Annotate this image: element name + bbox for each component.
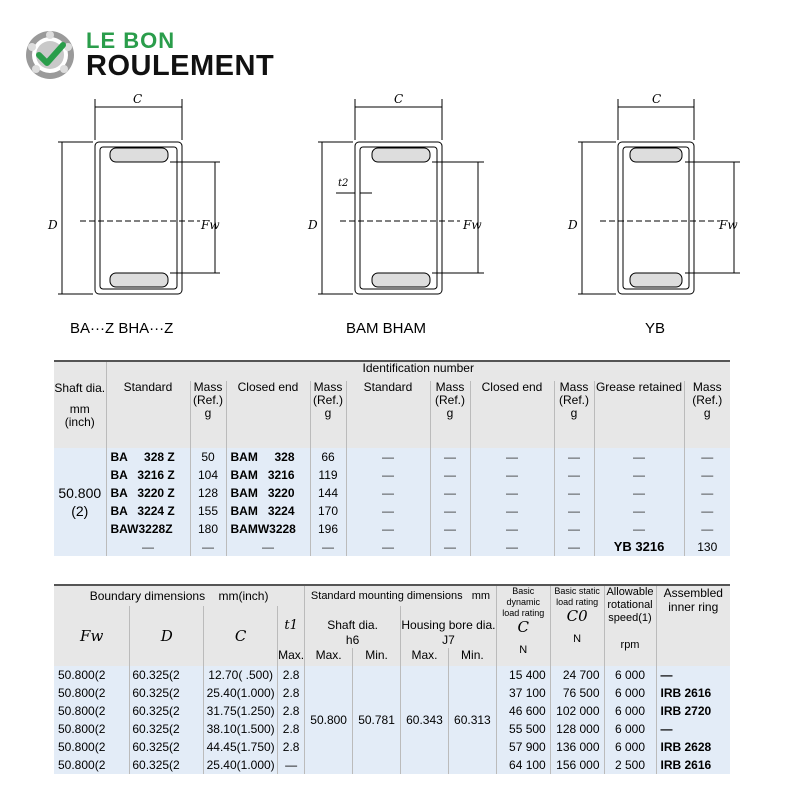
mass-cell: 104 — [190, 466, 226, 484]
closed-end-cell: BAM 3220 — [226, 484, 310, 502]
dim-d-2: D — [308, 218, 318, 232]
empty-cell: — — [684, 502, 730, 520]
empty-cell: — — [594, 466, 684, 484]
ref-header: (Ref.) — [193, 392, 223, 407]
d-header: D — [130, 606, 204, 666]
basic-static-header: Basic static load rating — [554, 586, 600, 607]
closed-end-cell: BAM 328 — [226, 448, 310, 466]
drawing3-shell — [618, 142, 694, 294]
std-mount-header: Standard mounting dimensions — [310, 590, 463, 602]
empty-cell: — — [430, 484, 470, 502]
empty-cell: — — [594, 502, 684, 520]
standard-cell: BAW3228Z — [106, 520, 190, 538]
t1-cell: 2.8 — [278, 702, 305, 720]
mass-header: Mass — [692, 379, 722, 394]
mount-h-max: 60.343 — [401, 666, 449, 774]
drawing2-shell — [355, 142, 442, 294]
static-rating-cell: 136 000 — [550, 738, 604, 756]
fw-cell: 50.800(2 — [54, 702, 130, 720]
empty-cell: — — [470, 466, 554, 484]
fw-cell: 50.800(2 — [54, 666, 130, 684]
dim-d-1: D — [48, 218, 58, 232]
ref-header: (Ref.) — [692, 392, 723, 407]
t1-cell: 2.8 — [278, 738, 305, 756]
basic-dynamic-header: Basic dynamic load rating — [502, 586, 545, 618]
mount-s-min: 50.781 — [353, 666, 401, 774]
c-cell: 38.10(1.500) — [204, 720, 278, 738]
mass-cell: 66 — [310, 448, 346, 466]
empty-cell: — — [346, 466, 430, 484]
empty-cell: — — [470, 448, 554, 466]
empty-cell: — — [430, 538, 470, 556]
empty-cell: — — [470, 484, 554, 502]
boundary-header: Boundary dimensions — [89, 589, 206, 603]
empty-cell: — — [226, 538, 310, 556]
empty-cell: — — [346, 520, 430, 538]
dim-fw-3: Fw — [719, 218, 738, 232]
brand-logo — [22, 24, 312, 86]
empty-cell: — — [684, 448, 730, 466]
closed-end-cell: BAM 3224 — [226, 502, 310, 520]
inner-ring-cell: IRB 2628 — [656, 738, 730, 756]
speed-cell: 6 000 — [604, 684, 656, 702]
dim-c-2: C — [394, 92, 404, 106]
mount-h-min: 60.313 — [448, 666, 496, 774]
empty-cell: — — [470, 502, 554, 520]
grease-cell: YB 3216 — [594, 538, 684, 556]
t1-cell: — — [278, 756, 305, 774]
g-header: g — [324, 405, 332, 420]
shaft-value: 50.800 — [58, 485, 102, 501]
shaft-inch: (2) — [71, 503, 89, 519]
mass-header: Mass — [559, 379, 589, 394]
inner-ring-cell: IRB 2720 — [656, 702, 730, 720]
fw-header: Fw — [54, 606, 130, 666]
inch-header: (inch) — [64, 415, 95, 429]
j7-header: J7 — [442, 633, 455, 647]
speed-cell: 6 000 — [604, 666, 656, 684]
c-cell: 44.45(1.750) — [204, 738, 278, 756]
static-rating-cell: 128 000 — [550, 720, 604, 738]
empty-cell: — — [554, 538, 594, 556]
c-cell: 25.40(1.000) — [204, 756, 278, 774]
d-cell: 60.325(2 — [130, 666, 204, 684]
t1-cell: 2.8 — [278, 720, 305, 738]
g-header: g — [703, 405, 711, 420]
table-row — [54, 484, 730, 502]
table-row — [54, 448, 730, 466]
boundary-unit: mm(inch) — [218, 589, 269, 603]
mass-header: Mass — [193, 379, 223, 394]
grease-mass-cell: 130 — [684, 538, 730, 556]
g-header: g — [446, 405, 454, 420]
logo-line1: LE BON — [86, 28, 176, 53]
t1-header: t1 — [278, 606, 305, 648]
mm-unit: mm — [471, 590, 491, 602]
c-cell: 31.75(1.250) — [204, 702, 278, 720]
rpm-unit: rpm — [620, 639, 640, 651]
inner-ring-cell: IRB 2616 — [656, 756, 730, 774]
table-row — [54, 502, 730, 520]
g-header: g — [204, 405, 212, 420]
g-header: g — [570, 405, 578, 420]
d-cell: 60.325(2 — [130, 720, 204, 738]
ref-header: (Ref.) — [313, 392, 343, 407]
table-row — [54, 538, 730, 556]
mm-header: mm — [69, 402, 90, 416]
inner-ring-cell: — — [656, 666, 730, 684]
housing-max: Max. — [401, 648, 449, 666]
closed-end-header: Closed end — [226, 381, 310, 448]
mass-cell: 144 — [310, 484, 346, 502]
dimensions-table — [54, 584, 730, 774]
ident-header: Identification number — [106, 361, 730, 381]
fw-cell: 50.800(2 — [54, 720, 130, 738]
t1-cell: 2.8 — [278, 684, 305, 702]
empty-cell: — — [554, 466, 594, 484]
d-cell: 60.325(2 — [130, 702, 204, 720]
mass-header: Mass — [313, 379, 343, 394]
static-rating-cell: 76 500 — [550, 684, 604, 702]
mass-cell: 119 — [310, 466, 346, 484]
mass-cell: 196 — [310, 520, 346, 538]
empty-cell: — — [346, 502, 430, 520]
d-cell: 60.325(2 — [130, 684, 204, 702]
dim-fw-2: Fw — [463, 218, 482, 232]
dyn-rating-cell: 55 500 — [496, 720, 550, 738]
dim-t2: t2 — [338, 178, 349, 189]
t1-max: Max. — [278, 648, 305, 666]
empty-cell: — — [594, 520, 684, 538]
mass-header: Mass — [435, 379, 465, 394]
standard-cell: BA 3216 Z — [106, 466, 190, 484]
drawing1-shell — [95, 142, 182, 294]
grease-header: Grease retained — [594, 381, 684, 448]
table-row — [54, 520, 730, 538]
dyn-rating-cell: 46 600 — [496, 702, 550, 720]
caption-bam-bham: BAM BHAM — [346, 320, 427, 337]
fw-cell: 50.800(2 — [54, 738, 130, 756]
closed-end-cell: BAM 3216 — [226, 466, 310, 484]
logo-line2: ROULEMENT — [86, 50, 275, 82]
speed-cell: 6 000 — [604, 738, 656, 756]
assembled-header: Assembled inner ring — [656, 585, 730, 666]
housing-header: Housing bore dia. — [401, 618, 496, 632]
mass-cell: 180 — [190, 520, 226, 538]
ref-header: (Ref.) — [559, 392, 589, 407]
standard-header-2: Standard — [346, 381, 430, 448]
dim-fw-1: Fw — [201, 218, 220, 232]
shaft-max: Max. — [305, 648, 353, 666]
empty-cell: — — [470, 520, 554, 538]
speed-cell: 6 000 — [604, 702, 656, 720]
d-cell: 60.325(2 — [130, 756, 204, 774]
c-cell: 12.70( .500) — [204, 666, 278, 684]
dyn-rating-cell: 15 400 — [496, 666, 550, 684]
caption-yb: YB — [645, 320, 666, 337]
empty-cell: — — [684, 466, 730, 484]
empty-cell: — — [430, 466, 470, 484]
housing-min: Min. — [448, 648, 496, 666]
dyn-rating-cell: 57 900 — [496, 738, 550, 756]
dyn-rating-cell: 37 100 — [496, 684, 550, 702]
mass-cell: 50 — [190, 448, 226, 466]
standard-header: Standard — [106, 381, 190, 448]
speed-cell: 6 000 — [604, 720, 656, 738]
empty-cell: — — [430, 448, 470, 466]
bearing-drawings — [0, 85, 800, 345]
empty-cell: — — [430, 520, 470, 538]
empty-cell: — — [554, 484, 594, 502]
empty-cell: — — [684, 484, 730, 502]
empty-cell: — — [310, 538, 346, 556]
empty-cell: — — [346, 538, 430, 556]
inner-ring-cell: IRB 2616 — [656, 684, 730, 702]
empty-cell: — — [554, 502, 594, 520]
c-header: C — [204, 606, 278, 666]
n-unit: N — [519, 644, 528, 656]
empty-cell: — — [470, 538, 554, 556]
speed-cell: 2 500 — [604, 756, 656, 774]
shaft-value-cell — [54, 448, 106, 556]
static-rating-cell: 156 000 — [550, 756, 604, 774]
fw-cell: 50.800(2 — [54, 756, 130, 774]
empty-cell: — — [190, 538, 226, 556]
table-row — [54, 466, 730, 484]
empty-cell: — — [430, 502, 470, 520]
closed-end-header-2: Closed end — [470, 381, 554, 448]
standard-cell: BA 328 Z — [106, 448, 190, 466]
empty-cell: — — [554, 520, 594, 538]
shaft-dia-header: Shaft dia. — [327, 618, 378, 632]
empty-cell: — — [554, 448, 594, 466]
caption-ba-bha: BA···Z BHA···Z — [70, 320, 174, 337]
empty-cell: — — [346, 448, 430, 466]
shaft-dia-header: Shaft dia. — [54, 381, 106, 395]
dim-c-1: C — [133, 92, 143, 106]
t1-cell: 2.8 — [278, 666, 305, 684]
n-unit-2: N — [573, 633, 582, 645]
empty-cell: — — [594, 448, 684, 466]
static-rating-cell: 102 000 — [550, 702, 604, 720]
c-cell: 25.40(1.000) — [204, 684, 278, 702]
dim-c-3: C — [652, 92, 662, 106]
allowable-header: Allowable rotational speed(1) — [606, 586, 654, 624]
ref-header: (Ref.) — [435, 392, 465, 407]
identification-table — [54, 360, 730, 556]
empty-cell: — — [106, 538, 190, 556]
bearing-check-icon — [22, 27, 78, 83]
h6-header: h6 — [345, 633, 360, 647]
c0-symbol: C0 — [566, 607, 588, 625]
standard-cell: BA 3220 Z — [106, 484, 190, 502]
shaft-min: Min. — [353, 648, 401, 666]
standard-cell: BA 3224 Z — [106, 502, 190, 520]
d-cell: 60.325(2 — [130, 738, 204, 756]
c-symbol: C — [517, 618, 530, 636]
mass-cell: 170 — [310, 502, 346, 520]
mass-cell: 128 — [190, 484, 226, 502]
mass-cell: 155 — [190, 502, 226, 520]
inner-ring-cell: — — [656, 720, 730, 738]
fw-cell: 50.800(2 — [54, 684, 130, 702]
table-row — [54, 666, 730, 684]
mount-s-max: 50.800 — [305, 666, 353, 774]
empty-cell: — — [346, 484, 430, 502]
closed-end-cell: BAMW3228 — [226, 520, 310, 538]
dyn-rating-cell: 64 100 — [496, 756, 550, 774]
empty-cell: — — [684, 520, 730, 538]
dim-d-3: D — [568, 218, 578, 232]
static-rating-cell: 24 700 — [550, 666, 604, 684]
empty-cell: — — [594, 484, 684, 502]
